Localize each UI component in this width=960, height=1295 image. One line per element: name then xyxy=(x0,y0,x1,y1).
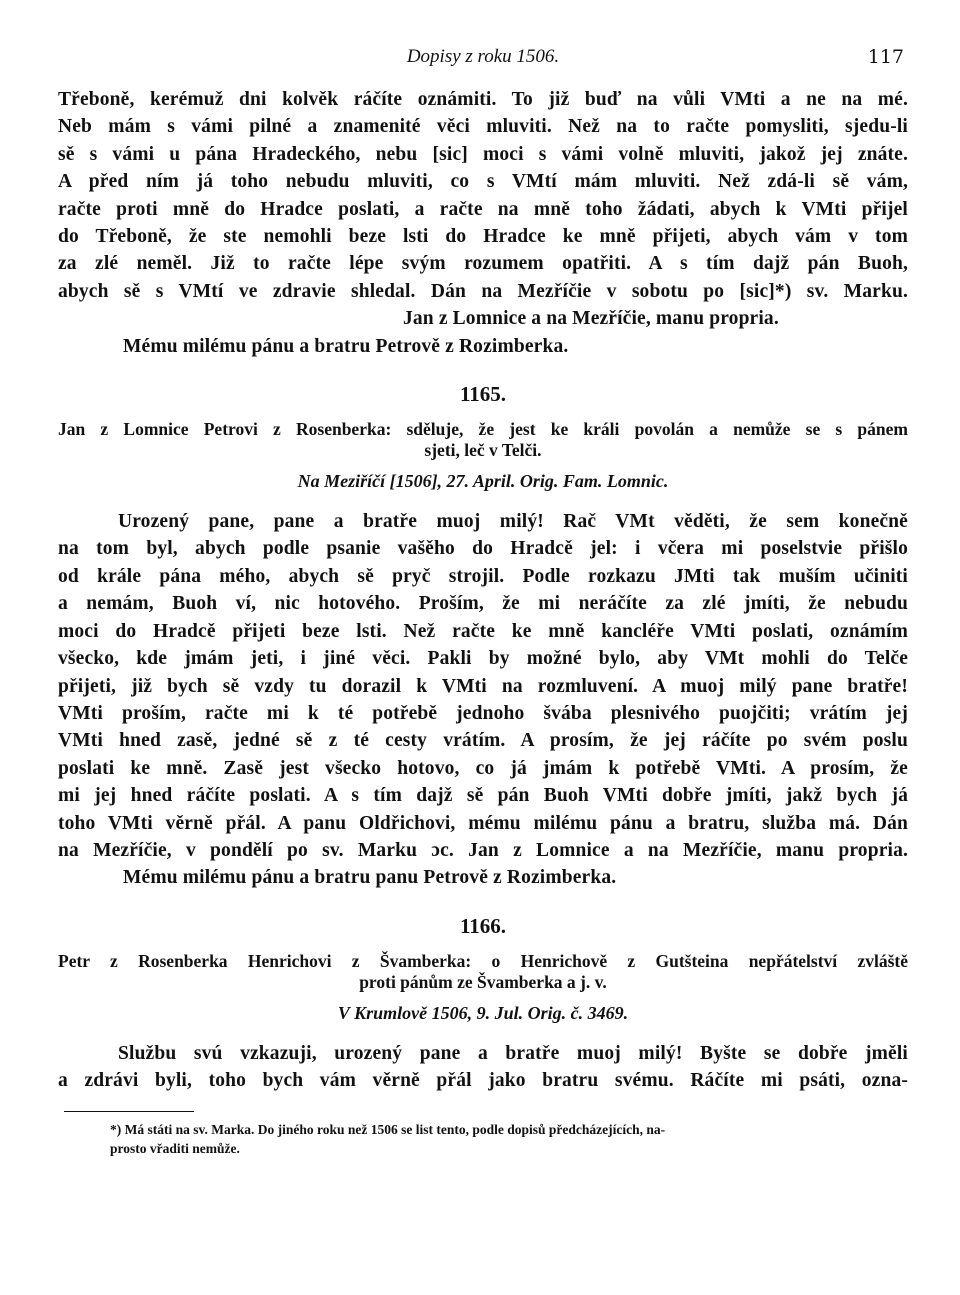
paragraph-line: Urozený pane, pane a bratře muoj milý! Rač VMt věděti, že sem konečně xyxy=(118,511,908,533)
paragraph-line: od krále pána mého, abych sě pryč strojil. Podle rozkazu JMti tak muším učiniti xyxy=(58,565,908,587)
paragraph-line: moci do Hradcě přijeti beze lsti. Než račte ke mně kancléře VMti poslati, oznámím xyxy=(58,620,908,642)
regest-line: sjeti, leč v Telči. xyxy=(424,440,542,461)
source-note: Na Meziříčí [1506], 27. April. Orig. Fam. Lomnic. xyxy=(297,471,669,492)
page-number: 117 xyxy=(867,46,904,68)
letter-1164-continuation xyxy=(58,86,908,360)
letter-1165-body xyxy=(58,508,908,892)
paragraph-line: a nemám, Buoh ví, nic hotového. Proším, že mi neráčíte za zlé jmíti, že nebudu xyxy=(58,593,908,615)
footnote-divider xyxy=(64,1111,194,1112)
paragraph-line: sě s vámi u pána Hradeckého, nebu [sic] moci s vámi volně mluviti, jakož jej znáte. xyxy=(58,143,908,165)
regest-line: proti pánům ze Švamberka a j. v. xyxy=(359,971,607,992)
letter-1166-body xyxy=(58,1040,908,1095)
paragraph-line: přijeti, již bych sě vzdy tu dorazil k VMti na rozmluvení. A muoj milý pane bratře! xyxy=(58,675,908,697)
footnote xyxy=(58,1120,908,1158)
running-title: Dopisy z roku 1506. xyxy=(406,46,560,67)
paragraph-line: VMti hned zasě, jedné sě z té cesty vrátím. A prosím, že jej ráčíte po svém poslu xyxy=(58,730,908,752)
paragraph-line: za zlé neměl. Již to račte lépe svým rozumem opatřiti. A s tím dajž pán Buoh, xyxy=(58,253,908,275)
footnote-line: prosto vřaditi nemůže. xyxy=(110,1140,240,1156)
document-number: 1165. xyxy=(459,382,507,407)
address-line: Mému milému pánu a bratru Petrově z Rozimberka. xyxy=(123,335,569,357)
regest-line: Jan z Lomnice Petrovi z Rosenberka: sděluje, že jest ke králi povolán a nemůže se s pánem xyxy=(58,419,908,440)
paragraph-line: Službu svú vzkazuji, urozený pane a bratře muoj milý! Byšte se dobře jměli xyxy=(118,1042,908,1064)
paragraph-line: mi jej hned ráčíte poslati. A s tím dajž sě pán Buoh VMti dobře jmíti, jakž bych já xyxy=(58,785,908,807)
paragraph-line: Třeboně, kerémuž dni kolvěk ráčíte oznámiti. To již buď na vůli VMti a ne na mé. xyxy=(58,89,908,110)
footnote-line: *) Má státi na sv. Marka. Do jiného roku než 1506 se list tento, podle dopisů předcházejících, na- xyxy=(110,1121,666,1137)
paragraph-line: A před ním já toho nebudu mluviti, co s VMtí mám mluviti. Než zdá-li sě vám, xyxy=(58,171,908,193)
source-note: V Krumlově 1506, 9. Jul. Orig. č. 3469. xyxy=(337,1002,629,1023)
regest-line: Petr z Rosenberka Henrichovi z Švamberka: o Henrichově z Gutšteina nepřátelství zvláště xyxy=(58,950,908,971)
address-line: Mému milému pánu a bratru panu Petrově z Rozimberka. xyxy=(123,867,617,889)
document-page xyxy=(58,46,908,1158)
page-header xyxy=(58,46,908,76)
paragraph-line: na Mezříčie, v pondělí po sv. Marku ɔc. Jan z Lomnice a na Mezříčie, manu propria. xyxy=(58,839,908,861)
paragraph-line: toho VMti věrně přál. A panu Oldřichovi, mému milému pánu a bratru, služba má. Dán xyxy=(58,812,908,834)
paragraph-line: všecko, kde jmám jeti, i jiné věci. Pakli by možné bylo, aby VMt mohli do Telče xyxy=(58,648,908,670)
paragraph-line: Neb mám s vámi pilné a znamenité věci mluviti. Než na to račte pomysliti, sjedu-li xyxy=(58,116,908,138)
paragraph-line: VMti proším, račte mi k té potřebě jednoho švába plesnivého puojčiti; vrátím jej xyxy=(58,702,908,724)
paragraph-line: na tom byl, abych podle psanie vašěho do Hradcě jel: i včera mi poselstvie přišlo xyxy=(58,538,908,560)
signature: Jan z Lomnice a na Mezříčie, manu propria. xyxy=(403,308,779,330)
regest xyxy=(58,419,908,461)
paragraph-line: poslati ke mně. Zasě jest všecko hotovo, co já jmám k potřebě VMti. A prosím, že xyxy=(58,757,908,779)
regest xyxy=(58,951,908,993)
paragraph-line: račte proti mně do Hradce poslati, a račte na mně toho žádati, abych k VMti přijel xyxy=(58,198,908,220)
paragraph-line: a zdrávi byli, toho bych vám věrně přál jako bratru svému. Ráčíte mi psáti, ozna- xyxy=(58,1070,908,1092)
document-number: 1166. xyxy=(459,913,507,938)
paragraph-line: do Třeboně, že ste nemohli beze lsti do Hradce ke mně přijeti, abych vám v tom xyxy=(58,226,908,248)
paragraph-line: abych sě s VMtí ve zdravie shledal. Dán na Mezříčie v sobotu po [sic]*) sv. Marku. xyxy=(58,280,908,302)
